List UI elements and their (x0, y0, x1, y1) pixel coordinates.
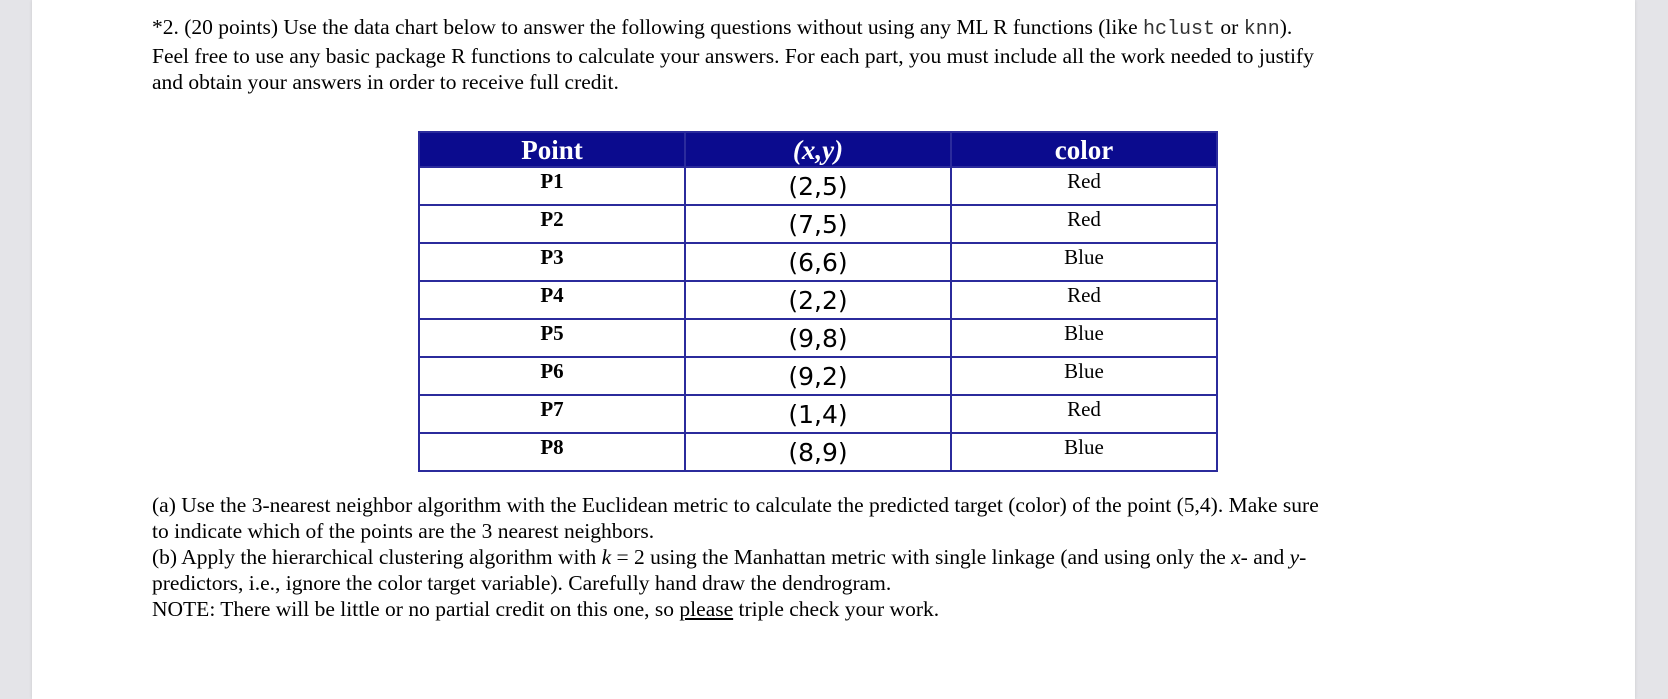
data-table (418, 131, 1218, 472)
table-row (419, 357, 1217, 395)
cell-xy (685, 357, 951, 395)
color-value: Red (1067, 169, 1101, 193)
cell-xy (685, 433, 951, 471)
color-value: Blue (1064, 321, 1104, 345)
table-row (419, 167, 1217, 205)
color-value: Red (1067, 397, 1101, 421)
table-row (419, 433, 1217, 471)
color-value: Blue (1064, 359, 1104, 383)
intro-line3: and obtain your answers in order to receive full credit. (152, 70, 619, 94)
table-row (419, 243, 1217, 281)
cell-xy (685, 243, 951, 281)
cell-color (951, 395, 1217, 433)
question-a-line2: to indicate which of the points are the 3 nearest neighbors. (152, 519, 655, 543)
coordinate-value: (2,2) (788, 286, 848, 315)
point-label: P8 (540, 435, 564, 459)
cell-point (419, 167, 685, 205)
color-value: Red (1067, 207, 1101, 231)
cell-xy (685, 167, 951, 205)
cell-point (419, 281, 685, 319)
question-b (152, 544, 1482, 596)
problem-intro (152, 14, 1482, 95)
note-suffix: triple check your work. (733, 597, 940, 621)
cell-point (419, 243, 685, 281)
coordinate-value: (9,2) (788, 362, 848, 391)
cell-color (951, 319, 1217, 357)
question-b-and: - and (1240, 545, 1290, 569)
cell-point (419, 395, 685, 433)
coordinate-value: (9,8) (788, 324, 848, 353)
cell-color (951, 433, 1217, 471)
header-color: color (951, 132, 1217, 167)
cell-xy (685, 205, 951, 243)
table-row (419, 395, 1217, 433)
coordinate-value: (7,5) (788, 210, 848, 239)
note-prefix: NOTE: There will be little or no partial credit on this one, so (152, 597, 680, 621)
data-chart (418, 131, 1218, 472)
cell-color (951, 357, 1217, 395)
question-b-prefix: (b) Apply the hierarchical clustering algorithm with (152, 545, 602, 569)
table-row (419, 281, 1217, 319)
intro-line2: Feel free to use any basic package R functions to calculate your answers. For each part, you must include all the work needed to justify (152, 44, 1314, 68)
question-b-k: k (601, 545, 612, 569)
question-a (152, 492, 1482, 544)
cell-color (951, 167, 1217, 205)
table-row (419, 319, 1217, 357)
cell-xy (685, 281, 951, 319)
point-label: P6 (540, 359, 564, 383)
header-xy: (x,y) (685, 132, 951, 167)
note-please: please (679, 597, 734, 621)
question-b-end: - (1299, 545, 1307, 569)
point-label: P5 (540, 321, 564, 345)
point-label: P4 (540, 283, 564, 307)
point-label: P3 (540, 245, 564, 269)
cell-point (419, 319, 685, 357)
color-value: Blue (1064, 245, 1104, 269)
questions-section (152, 492, 1482, 622)
color-value: Blue (1064, 435, 1104, 459)
question-a-line1: (a) Use the 3-nearest neighbor algorithm with the Euclidean metric to calculate the predicted target (color) of the point (5,4). Make sure (152, 493, 1319, 517)
cell-xy (685, 395, 951, 433)
cell-color (951, 281, 1217, 319)
coordinate-value: (8,9) (788, 438, 848, 467)
note (152, 596, 1482, 622)
cell-point (419, 205, 685, 243)
header-point: Point (419, 132, 685, 167)
table-row (419, 205, 1217, 243)
code-hclust: hclust (1143, 18, 1216, 41)
question-b-x: x (1231, 545, 1241, 569)
point-label: P7 (540, 397, 564, 421)
cell-xy (685, 319, 951, 357)
point-label: P2 (540, 207, 564, 231)
table-header-row (419, 132, 1217, 167)
color-value: Red (1067, 283, 1101, 307)
intro-prefix: *2. (20 points) Use the data chart below to answer the following questions without using any ML R functions (like (152, 15, 1144, 39)
question-b-line2: predictors, i.e., ignore the color target variable). Carefully hand draw the dendrogram. (152, 571, 892, 595)
intro-suffix: ). (1279, 15, 1293, 39)
coordinate-value: (2,5) (788, 172, 848, 201)
coordinate-value: (6,6) (788, 248, 848, 277)
coordinate-value: (1,4) (788, 400, 848, 429)
point-label: P1 (540, 169, 564, 193)
intro-paragraph (152, 14, 1482, 95)
question-b-mid: = 2 using the Manhattan metric with single linkage (and using only the (611, 545, 1232, 569)
question-b-y: y (1289, 545, 1300, 569)
intro-or: or (1215, 15, 1244, 39)
cell-color (951, 243, 1217, 281)
code-knn: knn (1243, 18, 1280, 41)
cell-point (419, 357, 685, 395)
cell-point (419, 433, 685, 471)
cell-color (951, 205, 1217, 243)
